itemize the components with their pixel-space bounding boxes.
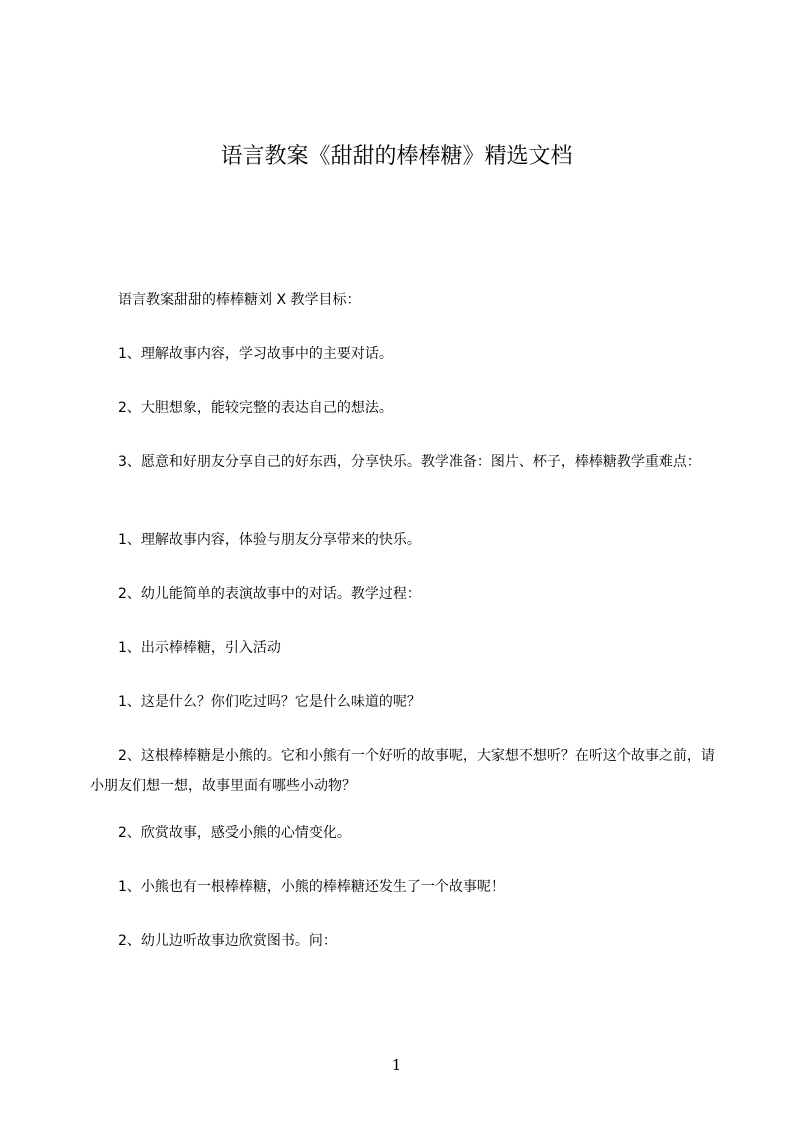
- paragraph: 语言教案甜甜的棒棒糖刘 X 教学目标：: [118, 292, 361, 308]
- paragraph: 2、幼儿边听故事边欣赏图书。问：: [118, 933, 337, 949]
- paragraph: 2、这根棒棒糖是小熊的。它和小熊有一个好听的故事呢，大家想不想听？在听这个故事之前，请小朋友们想一想，故事里面有哪些小动物？: [90, 748, 715, 794]
- page-number: 1: [391, 1056, 402, 1074]
- paragraph: 2、欣赏故事，感受小熊的心情变化。: [118, 825, 351, 841]
- paragraph: 1、小熊也有一根棒棒糖，小熊的棒棒糖还发生了一个故事呢！: [118, 879, 505, 895]
- document-title: 语言教案《甜甜的棒棒糖》精选文档: [220, 144, 573, 169]
- paragraph: 3、愿意和好朋友分享自己的好东西，分享快乐。教学准备：图片、杯子，棒棒糖教学重难点：: [118, 454, 701, 470]
- paragraph: 1、理解故事内容，体验与朋友分享带来的快乐。: [118, 532, 421, 548]
- paragraph: 1、出示棒棒糖，引入活动: [118, 640, 281, 656]
- paragraph: 2、大胆想象，能较完整的表达自己的想法。: [118, 400, 393, 416]
- paragraph: 1、理解故事内容，学习故事中的主要对话。: [118, 346, 393, 362]
- paragraph: 2、幼儿能简单的表演故事中的对话。教学过程：: [118, 586, 421, 602]
- paragraph: 1、这是什么？你们吃过吗？它是什么味道的呢？: [118, 694, 421, 710]
